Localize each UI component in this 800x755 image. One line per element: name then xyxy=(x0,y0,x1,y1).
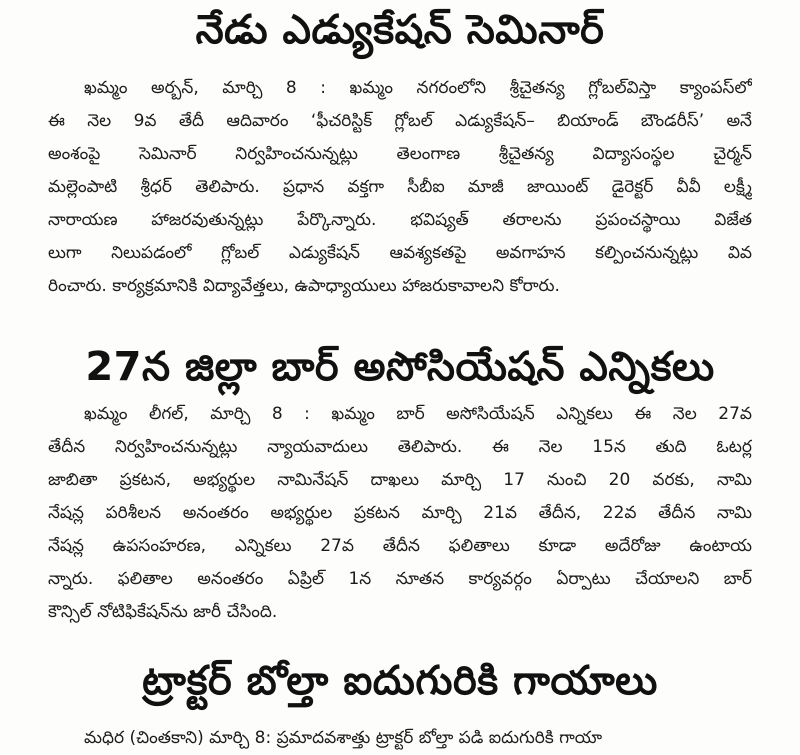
article-1-line-6: లుగా నిలుపడంలో గ్లోబల్ ఎడ్యుకేషన్ ఆవశ్యకతపై అవగాహన కల్పించనున్నట్లు వివ xyxy=(48,243,752,263)
article-2-line-5: నేషన్ల ఉపసంహరణ, ఎన్నికలు 27వ తేదీన ఫలితాలు కూడా అదేరోజు ఉంటాయ xyxy=(48,536,752,556)
article-1-line-7: రించారు. కార్యక్రమానికి విద్యావేత్తలు, ఉపాధ్యాయులు హాజరుకావాలని కోరారు. xyxy=(48,276,560,296)
article-3-line-1: మధిర (చింతకాని) మార్చి 8: ప్రమాదవశాత్తు ట్రాక్టర్ బోల్తా పడి ఐదుగురికి గాయా xyxy=(84,728,603,748)
article-3-headline: ట్రాక్టర్ బోల్తా ఐదుగురికి గాయాలు xyxy=(142,658,658,704)
article-2-line-7: కౌన్సిల్ నోటిఫికేషన్‌ను జారీ చేసింది. xyxy=(48,602,278,622)
article-1-line-2: ఈ నెల 9వ తేదీ ఆదివారం ‘ఫీచరిస్టిక్ గ్లోబల్ ఎడ్యుకేషన్– బియాండ్ బౌండరీస్’ అనే xyxy=(48,111,752,131)
article-2-line-2: తేదీన నిర్వహించనున్నట్లు న్యాయవాదులు తెలిపారు. ఈ నెల 15న తుది ఓటర్ల xyxy=(48,437,752,457)
article-2-line-6: న్నారు. ఫలితాల అనంతరం ఏప్రిల్ 1న నూతన కార్యవర్గం ఏర్పాటు చేయాలని బార్ xyxy=(48,569,752,589)
article-2-line-1: ఖమ్మం లీగల్, మార్చి 8 : ఖమ్మం బార్ అసోసియేషన్ ఎన్నికలు ఈ నెల 27వ xyxy=(84,404,752,424)
article-2-body xyxy=(48,398,752,629)
article-2-line-4: నేషన్ల పరిశీలన అనంతరం అభ్యర్థుల ప్రకటన మార్చి 21వ తేదీన, 22వ తేదీన నామి xyxy=(48,503,752,523)
article-1-line-1: ఖమ్మం అర్బన్, మార్చి 8 : ఖమ్మం నగరంలోని శ్రీచైతన్య గ్లోబల్‌విస్తా క్యాంపస్‌లో xyxy=(84,78,752,98)
article-2-headline: 27న జిల్లా బార్ అసోసియేషన్ ఎన్నికలు xyxy=(85,344,715,390)
article-3-body xyxy=(48,722,752,755)
article-1-body xyxy=(48,72,752,303)
article-1-line-5: నారాయణ హాజరవుతున్నట్లు పేర్కొన్నారు. భవిష్యత్ తరాలను ప్రపంచస్థాయి విజేత xyxy=(48,210,752,230)
article-2-line-3: జాబితా ప్రకటన, అభ్యర్థుల నామినేషన్ దాఖలు మార్చి 17 నుంచి 20 వరకు, నామి xyxy=(48,470,752,490)
article-1-line-4: మల్లెంపాటి శ్రీధర్ తెలిపారు. ప్రధాన వక్తగా సీబీఐ మాజీ జాయింట్ డైరెక్టర్ వీవీ లక్ష్మీ xyxy=(48,177,752,197)
article-1-headline: నేడు ఎడ్యుకేషన్ సెమినార్ xyxy=(195,7,605,53)
article-1-line-3: అంశంపై సెమినార్ నిర్వహించనున్నట్లు తెలంగాణ శ్రీచైతన్య విద్యాసంస్థల చైర్మన్ xyxy=(48,144,752,164)
